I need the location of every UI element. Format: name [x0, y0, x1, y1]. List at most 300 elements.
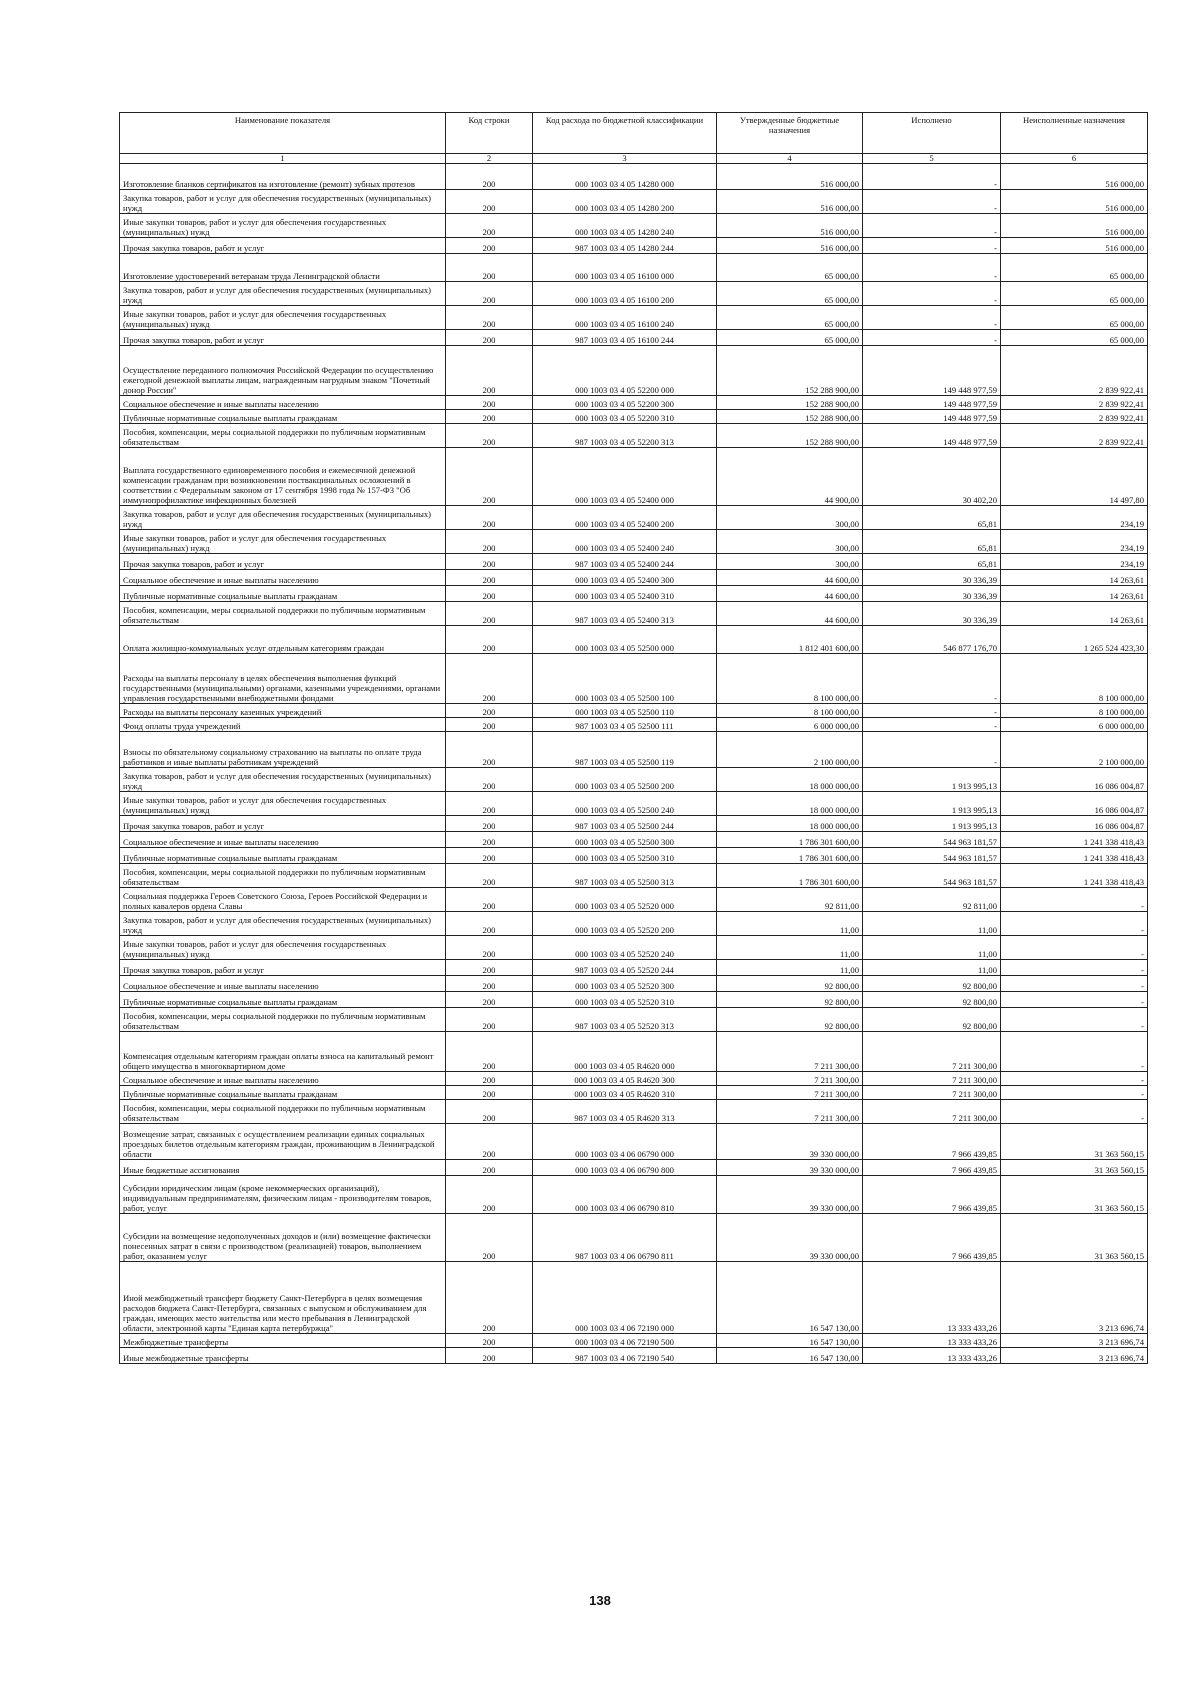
table-row [120, 396, 1148, 410]
row-approved: 65 000,00 [717, 306, 863, 330]
row-name: Выплата государственного единовременного пособия и ежемесячной денежной компенсации гражданам при возникновении поствакцинальных осложнений в соответствии с Федеральным законом от 17 сентября 1998 года № 157-ФЗ "Об иммунопрофилактике инфекционных болезней [120, 448, 446, 506]
row-line-code: 200 [446, 992, 533, 1008]
row-budget-code: 987 1003 03 4 05 16100 244 [533, 330, 717, 346]
row-unexecuted: - [1001, 1100, 1148, 1124]
table-row [120, 1214, 1148, 1262]
table-row [120, 1176, 1148, 1214]
table-row [120, 1032, 1148, 1072]
row-budget-code: 000 1003 03 4 05 52500 100 [533, 654, 717, 704]
row-budget-code: 000 1003 03 4 05 16100 200 [533, 282, 717, 306]
row-budget-code: 000 1003 03 4 05 52400 240 [533, 530, 717, 554]
table-row [120, 1008, 1148, 1032]
row-approved: 7 211 300,00 [717, 1032, 863, 1072]
table-row [120, 1072, 1148, 1086]
row-line-code: 200 [446, 888, 533, 912]
table-row [120, 254, 1148, 282]
row-budget-code: 000 1003 03 4 05 52520 200 [533, 912, 717, 936]
row-name: Изготовление бланков сертификатов на изготовление (ремонт) зубных протезов [120, 164, 446, 190]
row-budget-code: 000 1003 03 4 05 52200 300 [533, 396, 717, 410]
row-unexecuted: 516 000,00 [1001, 164, 1148, 190]
row-name: Иные бюджетные ассигнования [120, 1160, 446, 1176]
row-approved: 16 547 130,00 [717, 1334, 863, 1348]
row-name: Иные закупки товаров, работ и услуг для обеспечения государственных (муниципальных) нужд [120, 530, 446, 554]
table-row [120, 654, 1148, 704]
row-budget-code: 987 1003 03 4 06 72190 540 [533, 1348, 717, 1364]
row-approved: 11,00 [717, 912, 863, 936]
table-row [120, 190, 1148, 214]
row-name: Публичные нормативные социальные выплаты гражданам [120, 410, 446, 424]
row-unexecuted: 2 100 000,00 [1001, 732, 1148, 768]
row-name: Субсидии на возмещение недополученных доходов и (или) возмещение фактически понесенных затрат в связи с производством (реализацией) товаров, выполнением работ, оказанием услуг [120, 1214, 446, 1262]
row-executed: 92 811,00 [863, 888, 1001, 912]
row-name: Закупка товаров, работ и услуг для обеспечения государственных (муниципальных) нужд [120, 282, 446, 306]
row-name: Социальное обеспечение и иные выплаты населению [120, 1072, 446, 1086]
row-approved: 18 000 000,00 [717, 816, 863, 832]
table-row [120, 1100, 1148, 1124]
row-name: Закупка товаров, работ и услуг для обеспечения государственных (муниципальных) нужд [120, 190, 446, 214]
row-name: Закупка товаров, работ и услуг для обеспечения государственных (муниципальных) нужд [120, 768, 446, 792]
row-approved: 300,00 [717, 506, 863, 530]
row-executed: 544 963 181,57 [863, 864, 1001, 888]
row-line-code: 200 [446, 848, 533, 864]
row-name: Субсидии юридическим лицам (кроме некоммерческих организаций), индивидуальным предпринимателям, физическим лицам - производителям товаров, работ, услуг [120, 1176, 446, 1214]
row-executed: 65,81 [863, 530, 1001, 554]
row-name: Социальное обеспечение и иные выплаты населению [120, 570, 446, 586]
row-unexecuted: 14 263,61 [1001, 570, 1148, 586]
row-budget-code: 000 1003 03 4 05 52520 300 [533, 976, 717, 992]
row-unexecuted: 516 000,00 [1001, 190, 1148, 214]
table-row [120, 214, 1148, 238]
row-budget-code: 000 1003 03 4 05 52500 240 [533, 792, 717, 816]
row-name: Иные закупки товаров, работ и услуг для обеспечения государственных (муниципальных) нужд [120, 936, 446, 960]
row-line-code: 200 [446, 424, 533, 448]
row-unexecuted: 65 000,00 [1001, 282, 1148, 306]
row-budget-code: 000 1003 03 4 06 06790 800 [533, 1160, 717, 1176]
row-unexecuted: 234,19 [1001, 530, 1148, 554]
row-approved: 18 000 000,00 [717, 792, 863, 816]
row-name: Пособия, компенсации, меры социальной поддержки по публичным нормативным обязательствам [120, 1100, 446, 1124]
table-row [120, 848, 1148, 864]
row-unexecuted: 16 086 004,87 [1001, 816, 1148, 832]
table-row [120, 602, 1148, 626]
row-approved: 16 547 130,00 [717, 1348, 863, 1364]
row-name: Прочая закупка товаров, работ и услуг [120, 816, 446, 832]
table-row [120, 410, 1148, 424]
row-name: Публичные нормативные социальные выплаты гражданам [120, 586, 446, 602]
row-unexecuted: 31 363 560,15 [1001, 1160, 1148, 1176]
row-line-code: 200 [446, 832, 533, 848]
table-row [120, 586, 1148, 602]
table-row [120, 888, 1148, 912]
table-row [120, 960, 1148, 976]
row-approved: 516 000,00 [717, 214, 863, 238]
row-name: Социальная поддержка Героев Советского Союза, Героев Российской Федерации и полных кавалеров ордена Славы [120, 888, 446, 912]
row-approved: 39 330 000,00 [717, 1160, 863, 1176]
row-executed: 92 800,00 [863, 1008, 1001, 1032]
row-unexecuted: - [1001, 888, 1148, 912]
row-unexecuted: - [1001, 1072, 1148, 1086]
row-unexecuted: - [1001, 960, 1148, 976]
row-budget-code: 000 1003 03 4 06 06790 810 [533, 1176, 717, 1214]
row-executed: 92 800,00 [863, 992, 1001, 1008]
row-line-code: 200 [446, 410, 533, 424]
row-approved: 8 100 000,00 [717, 704, 863, 718]
column-number: 2 [446, 154, 533, 164]
row-executed: 149 448 977,59 [863, 346, 1001, 396]
row-budget-code: 000 1003 03 4 06 72190 000 [533, 1262, 717, 1334]
table-row [120, 1160, 1148, 1176]
row-budget-code: 987 1003 03 4 05 52520 313 [533, 1008, 717, 1032]
row-executed: - [863, 190, 1001, 214]
row-line-code: 200 [446, 1086, 533, 1100]
row-approved: 92 811,00 [717, 888, 863, 912]
table-row [120, 346, 1148, 396]
row-executed: - [863, 704, 1001, 718]
row-budget-code: 000 1003 03 4 05 52520 310 [533, 992, 717, 1008]
row-executed: 7 211 300,00 [863, 1032, 1001, 1072]
row-line-code: 200 [446, 1262, 533, 1334]
row-unexecuted: 65 000,00 [1001, 306, 1148, 330]
row-name: Прочая закупка товаров, работ и услуг [120, 554, 446, 570]
row-unexecuted: 516 000,00 [1001, 238, 1148, 254]
row-line-code: 200 [446, 1160, 533, 1176]
table-row [120, 1334, 1148, 1348]
table-row [120, 832, 1148, 848]
row-line-code: 200 [446, 570, 533, 586]
row-budget-code: 000 1003 03 4 05 R4620 300 [533, 1072, 717, 1086]
row-unexecuted: 31 363 560,15 [1001, 1124, 1148, 1160]
row-budget-code: 000 1003 03 4 05 R4620 310 [533, 1086, 717, 1100]
table-body [120, 164, 1148, 1364]
row-executed: 7 211 300,00 [863, 1086, 1001, 1100]
row-approved: 152 288 900,00 [717, 396, 863, 410]
row-name: Социальное обеспечение и иные выплаты населению [120, 976, 446, 992]
row-executed: 30 336,39 [863, 570, 1001, 586]
row-executed: - [863, 164, 1001, 190]
row-budget-code: 000 1003 03 4 05 52400 200 [533, 506, 717, 530]
header-line-code: Код строки [446, 113, 533, 154]
row-line-code: 200 [446, 976, 533, 992]
page-number: 138 [589, 1593, 611, 1608]
table-row [120, 792, 1148, 816]
row-line-code: 200 [446, 506, 533, 530]
row-unexecuted: - [1001, 912, 1148, 936]
table-row [120, 718, 1148, 732]
row-unexecuted: - [1001, 1086, 1148, 1100]
row-budget-code: 987 1003 03 4 05 14280 244 [533, 238, 717, 254]
row-line-code: 200 [446, 654, 533, 704]
column-number: 3 [533, 154, 717, 164]
row-name: Оплата жилищно-коммунальных услуг отдельным категориям граждан [120, 626, 446, 654]
row-line-code: 200 [446, 306, 533, 330]
row-executed: 7 966 439,85 [863, 1214, 1001, 1262]
row-budget-code: 000 1003 03 4 05 14280 240 [533, 214, 717, 238]
row-approved: 7 211 300,00 [717, 1086, 863, 1100]
row-executed: 11,00 [863, 960, 1001, 976]
row-budget-code: 000 1003 03 4 05 52200 000 [533, 346, 717, 396]
row-unexecuted: 234,19 [1001, 506, 1148, 530]
row-name: Расходы на выплаты персоналу в целях обеспечения выполнения функций государственными (муниципальными) органами, казенными учреждениями, органами управления государственными внебюджетными фондами [120, 654, 446, 704]
row-approved: 7 211 300,00 [717, 1100, 863, 1124]
row-name: Публичные нормативные социальные выплаты гражданам [120, 1086, 446, 1100]
row-unexecuted: 65 000,00 [1001, 254, 1148, 282]
row-budget-code: 987 1003 03 4 05 52520 244 [533, 960, 717, 976]
row-line-code: 200 [446, 912, 533, 936]
column-number: 1 [120, 154, 446, 164]
table-row [120, 936, 1148, 960]
row-name: Осуществление переданного полномочия Российской Федерации по осуществлению ежегодной денежной выплаты лицам, награжденным нагрудным знаком "Почетный донор России" [120, 346, 446, 396]
table-row [120, 424, 1148, 448]
row-name: Пособия, компенсации, меры социальной поддержки по публичным нормативным обязательствам [120, 424, 446, 448]
header-executed: Исполнено [863, 113, 1001, 154]
row-line-code: 200 [446, 1176, 533, 1214]
row-name: Взносы по обязательному социальному страхованию на выплаты по оплате труда работников и иные выплаты работникам учреждений [120, 732, 446, 768]
row-executed: 544 963 181,57 [863, 832, 1001, 848]
row-budget-code: 987 1003 03 4 05 52400 313 [533, 602, 717, 626]
row-executed: - [863, 238, 1001, 254]
row-unexecuted: 234,19 [1001, 554, 1148, 570]
row-line-code: 200 [446, 816, 533, 832]
row-budget-code: 000 1003 03 4 05 52520 240 [533, 936, 717, 960]
table-row [120, 306, 1148, 330]
row-executed: 65,81 [863, 506, 1001, 530]
row-approved: 92 800,00 [717, 976, 863, 992]
row-budget-code: 987 1003 03 4 05 52500 119 [533, 732, 717, 768]
row-budget-code: 000 1003 03 4 05 52500 300 [533, 832, 717, 848]
row-executed: 1 913 995,13 [863, 816, 1001, 832]
row-line-code: 200 [446, 1008, 533, 1032]
row-executed: - [863, 282, 1001, 306]
table-row [120, 570, 1148, 586]
column-number: 6 [1001, 154, 1148, 164]
row-unexecuted: 516 000,00 [1001, 214, 1148, 238]
table-row [120, 732, 1148, 768]
row-name: Закупка товаров, работ и услуг для обеспечения государственных (муниципальных) нужд [120, 912, 446, 936]
row-executed: - [863, 654, 1001, 704]
row-name: Пособия, компенсации, меры социальной поддержки по публичным нормативным обязательствам [120, 1008, 446, 1032]
row-approved: 152 288 900,00 [717, 424, 863, 448]
table-row [120, 448, 1148, 506]
table-row [120, 164, 1148, 190]
row-unexecuted: - [1001, 976, 1148, 992]
header-approved: Утвержденные бюджетные назначения [717, 113, 863, 154]
row-unexecuted: 16 086 004,87 [1001, 792, 1148, 816]
row-name: Социальное обеспечение и иные выплаты населению [120, 832, 446, 848]
table-row [120, 530, 1148, 554]
table-row [120, 816, 1148, 832]
row-executed: 1 913 995,13 [863, 792, 1001, 816]
table-row [120, 238, 1148, 254]
row-name: Иные закупки товаров, работ и услуг для обеспечения государственных (муниципальных) нужд [120, 306, 446, 330]
row-unexecuted: - [1001, 1032, 1148, 1072]
row-unexecuted: - [1001, 936, 1148, 960]
row-unexecuted: 16 086 004,87 [1001, 768, 1148, 792]
row-executed: 149 448 977,59 [863, 396, 1001, 410]
row-budget-code: 987 1003 03 4 05 52500 313 [533, 864, 717, 888]
row-unexecuted: 3 213 696,74 [1001, 1262, 1148, 1334]
row-executed: 11,00 [863, 912, 1001, 936]
row-approved: 1 786 301 600,00 [717, 864, 863, 888]
row-name: Прочая закупка товаров, работ и услуг [120, 238, 446, 254]
row-line-code: 200 [446, 704, 533, 718]
row-unexecuted: 14 263,61 [1001, 602, 1148, 626]
row-line-code: 200 [446, 282, 533, 306]
budget-report-sheet [119, 112, 1147, 1364]
row-approved: 300,00 [717, 554, 863, 570]
row-budget-code: 000 1003 03 4 06 06790 000 [533, 1124, 717, 1160]
row-unexecuted: 1 241 338 418,43 [1001, 832, 1148, 848]
table-row [120, 1348, 1148, 1364]
row-executed: 13 333 433,26 [863, 1348, 1001, 1364]
row-line-code: 200 [446, 768, 533, 792]
row-line-code: 200 [446, 864, 533, 888]
row-line-code: 200 [446, 346, 533, 396]
row-approved: 16 547 130,00 [717, 1262, 863, 1334]
row-line-code: 200 [446, 792, 533, 816]
table-row [120, 554, 1148, 570]
row-approved: 11,00 [717, 960, 863, 976]
column-number: 4 [717, 154, 863, 164]
row-line-code: 200 [446, 960, 533, 976]
header-name: Наименование показателя [120, 113, 446, 154]
row-name: Публичные нормативные социальные выплаты гражданам [120, 848, 446, 864]
row-approved: 2 100 000,00 [717, 732, 863, 768]
row-approved: 44 600,00 [717, 586, 863, 602]
row-line-code: 200 [446, 448, 533, 506]
header-row [120, 113, 1148, 154]
row-line-code: 200 [446, 254, 533, 282]
budget-execution-table [119, 112, 1148, 1364]
row-line-code: 200 [446, 190, 533, 214]
row-approved: 300,00 [717, 530, 863, 554]
row-name: Межбюджетные трансферты [120, 1334, 446, 1348]
row-unexecuted: 8 100 000,00 [1001, 704, 1148, 718]
row-budget-code: 000 1003 03 4 05 52500 110 [533, 704, 717, 718]
table-row [120, 506, 1148, 530]
row-line-code: 200 [446, 238, 533, 254]
row-line-code: 200 [446, 1124, 533, 1160]
row-line-code: 200 [446, 626, 533, 654]
row-executed: 13 333 433,26 [863, 1262, 1001, 1334]
row-line-code: 200 [446, 1214, 533, 1262]
row-name: Прочая закупка товаров, работ и услуг [120, 960, 446, 976]
row-executed: 546 877 176,70 [863, 626, 1001, 654]
row-line-code: 200 [446, 1334, 533, 1348]
row-unexecuted: - [1001, 1008, 1148, 1032]
table-row [120, 1262, 1148, 1334]
row-budget-code: 000 1003 03 4 05 52520 000 [533, 888, 717, 912]
row-approved: 1 786 301 600,00 [717, 832, 863, 848]
row-approved: 1 786 301 600,00 [717, 848, 863, 864]
row-budget-code: 000 1003 03 4 05 52200 310 [533, 410, 717, 424]
row-line-code: 200 [446, 602, 533, 626]
row-executed: 7 966 439,85 [863, 1160, 1001, 1176]
row-executed: 544 963 181,57 [863, 848, 1001, 864]
row-name: Компенсация отдельным категориям граждан оплаты взноса на капитальный ремонт общего имущества в многоквартирном доме [120, 1032, 446, 1072]
row-unexecuted: 31 363 560,15 [1001, 1214, 1148, 1262]
row-budget-code: 987 1003 03 4 05 52500 244 [533, 816, 717, 832]
row-budget-code: 000 1003 03 4 05 16100 000 [533, 254, 717, 282]
row-budget-code: 000 1003 03 4 05 R4620 000 [533, 1032, 717, 1072]
row-approved: 39 330 000,00 [717, 1214, 863, 1262]
row-line-code: 200 [446, 554, 533, 570]
row-line-code: 200 [446, 732, 533, 768]
table-row [120, 976, 1148, 992]
row-executed: 11,00 [863, 936, 1001, 960]
row-unexecuted: 14 497,80 [1001, 448, 1148, 506]
row-approved: 65 000,00 [717, 330, 863, 346]
header-unexecuted: Неисполненные назначения [1001, 113, 1148, 154]
row-executed: 30 336,39 [863, 586, 1001, 602]
row-budget-code: 987 1003 03 4 05 52400 244 [533, 554, 717, 570]
row-line-code: 200 [446, 1032, 533, 1072]
row-approved: 11,00 [717, 936, 863, 960]
row-executed: 7 966 439,85 [863, 1124, 1001, 1160]
table-row [120, 768, 1148, 792]
row-line-code: 200 [446, 1348, 533, 1364]
row-name: Иные межбюджетные трансферты [120, 1348, 446, 1364]
row-unexecuted: 2 839 922,41 [1001, 410, 1148, 424]
row-budget-code: 000 1003 03 4 05 52500 000 [533, 626, 717, 654]
row-unexecuted: 14 263,61 [1001, 586, 1148, 602]
row-executed: 92 800,00 [863, 976, 1001, 992]
row-line-code: 200 [446, 330, 533, 346]
row-budget-code: 000 1003 03 4 05 52500 310 [533, 848, 717, 864]
header-budget-code: Код расхода по бюджетной классификации [533, 113, 717, 154]
table-row [120, 912, 1148, 936]
row-approved: 92 800,00 [717, 1008, 863, 1032]
row-executed: 1 913 995,13 [863, 768, 1001, 792]
row-approved: 516 000,00 [717, 164, 863, 190]
row-budget-code: 000 1003 03 4 05 14280 200 [533, 190, 717, 214]
column-number-row [120, 154, 1148, 164]
row-budget-code: 000 1003 03 4 05 16100 240 [533, 306, 717, 330]
row-executed: - [863, 306, 1001, 330]
table-row [120, 1086, 1148, 1100]
row-approved: 516 000,00 [717, 238, 863, 254]
table-row [120, 282, 1148, 306]
row-line-code: 200 [446, 1100, 533, 1124]
row-executed: 30 336,39 [863, 602, 1001, 626]
row-line-code: 200 [446, 164, 533, 190]
row-unexecuted: - [1001, 992, 1148, 1008]
row-unexecuted: 2 839 922,41 [1001, 424, 1148, 448]
row-name: Прочая закупка товаров, работ и услуг [120, 330, 446, 346]
row-name: Фонд оплаты труда учреждений [120, 718, 446, 732]
row-unexecuted: 6 000 000,00 [1001, 718, 1148, 732]
row-name: Изготовление удостоверений ветеранам труда Ленинградской области [120, 254, 446, 282]
row-line-code: 200 [446, 936, 533, 960]
row-name: Публичные нормативные социальные выплаты гражданам [120, 992, 446, 1008]
row-name: Пособия, компенсации, меры социальной поддержки по публичным нормативным обязательствам [120, 602, 446, 626]
row-approved: 1 812 401 600,00 [717, 626, 863, 654]
row-budget-code: 000 1003 03 4 05 52400 300 [533, 570, 717, 586]
row-budget-code: 987 1003 03 4 05 52500 111 [533, 718, 717, 732]
row-approved: 44 600,00 [717, 570, 863, 586]
table-row [120, 864, 1148, 888]
row-executed: - [863, 718, 1001, 732]
row-name: Закупка товаров, работ и услуг для обеспечения государственных (муниципальных) нужд [120, 506, 446, 530]
row-approved: 92 800,00 [717, 992, 863, 1008]
row-budget-code: 000 1003 03 4 06 72190 500 [533, 1334, 717, 1348]
row-name: Возмещение затрат, связанных с осуществлением реализации единых социальных проездных билетов отдельным категориям граждан, проживающим в Ленинградской области [120, 1124, 446, 1160]
row-executed: 65,81 [863, 554, 1001, 570]
table-row [120, 704, 1148, 718]
row-line-code: 200 [446, 586, 533, 602]
row-line-code: 200 [446, 718, 533, 732]
row-executed: - [863, 254, 1001, 282]
row-executed: 7 211 300,00 [863, 1072, 1001, 1086]
